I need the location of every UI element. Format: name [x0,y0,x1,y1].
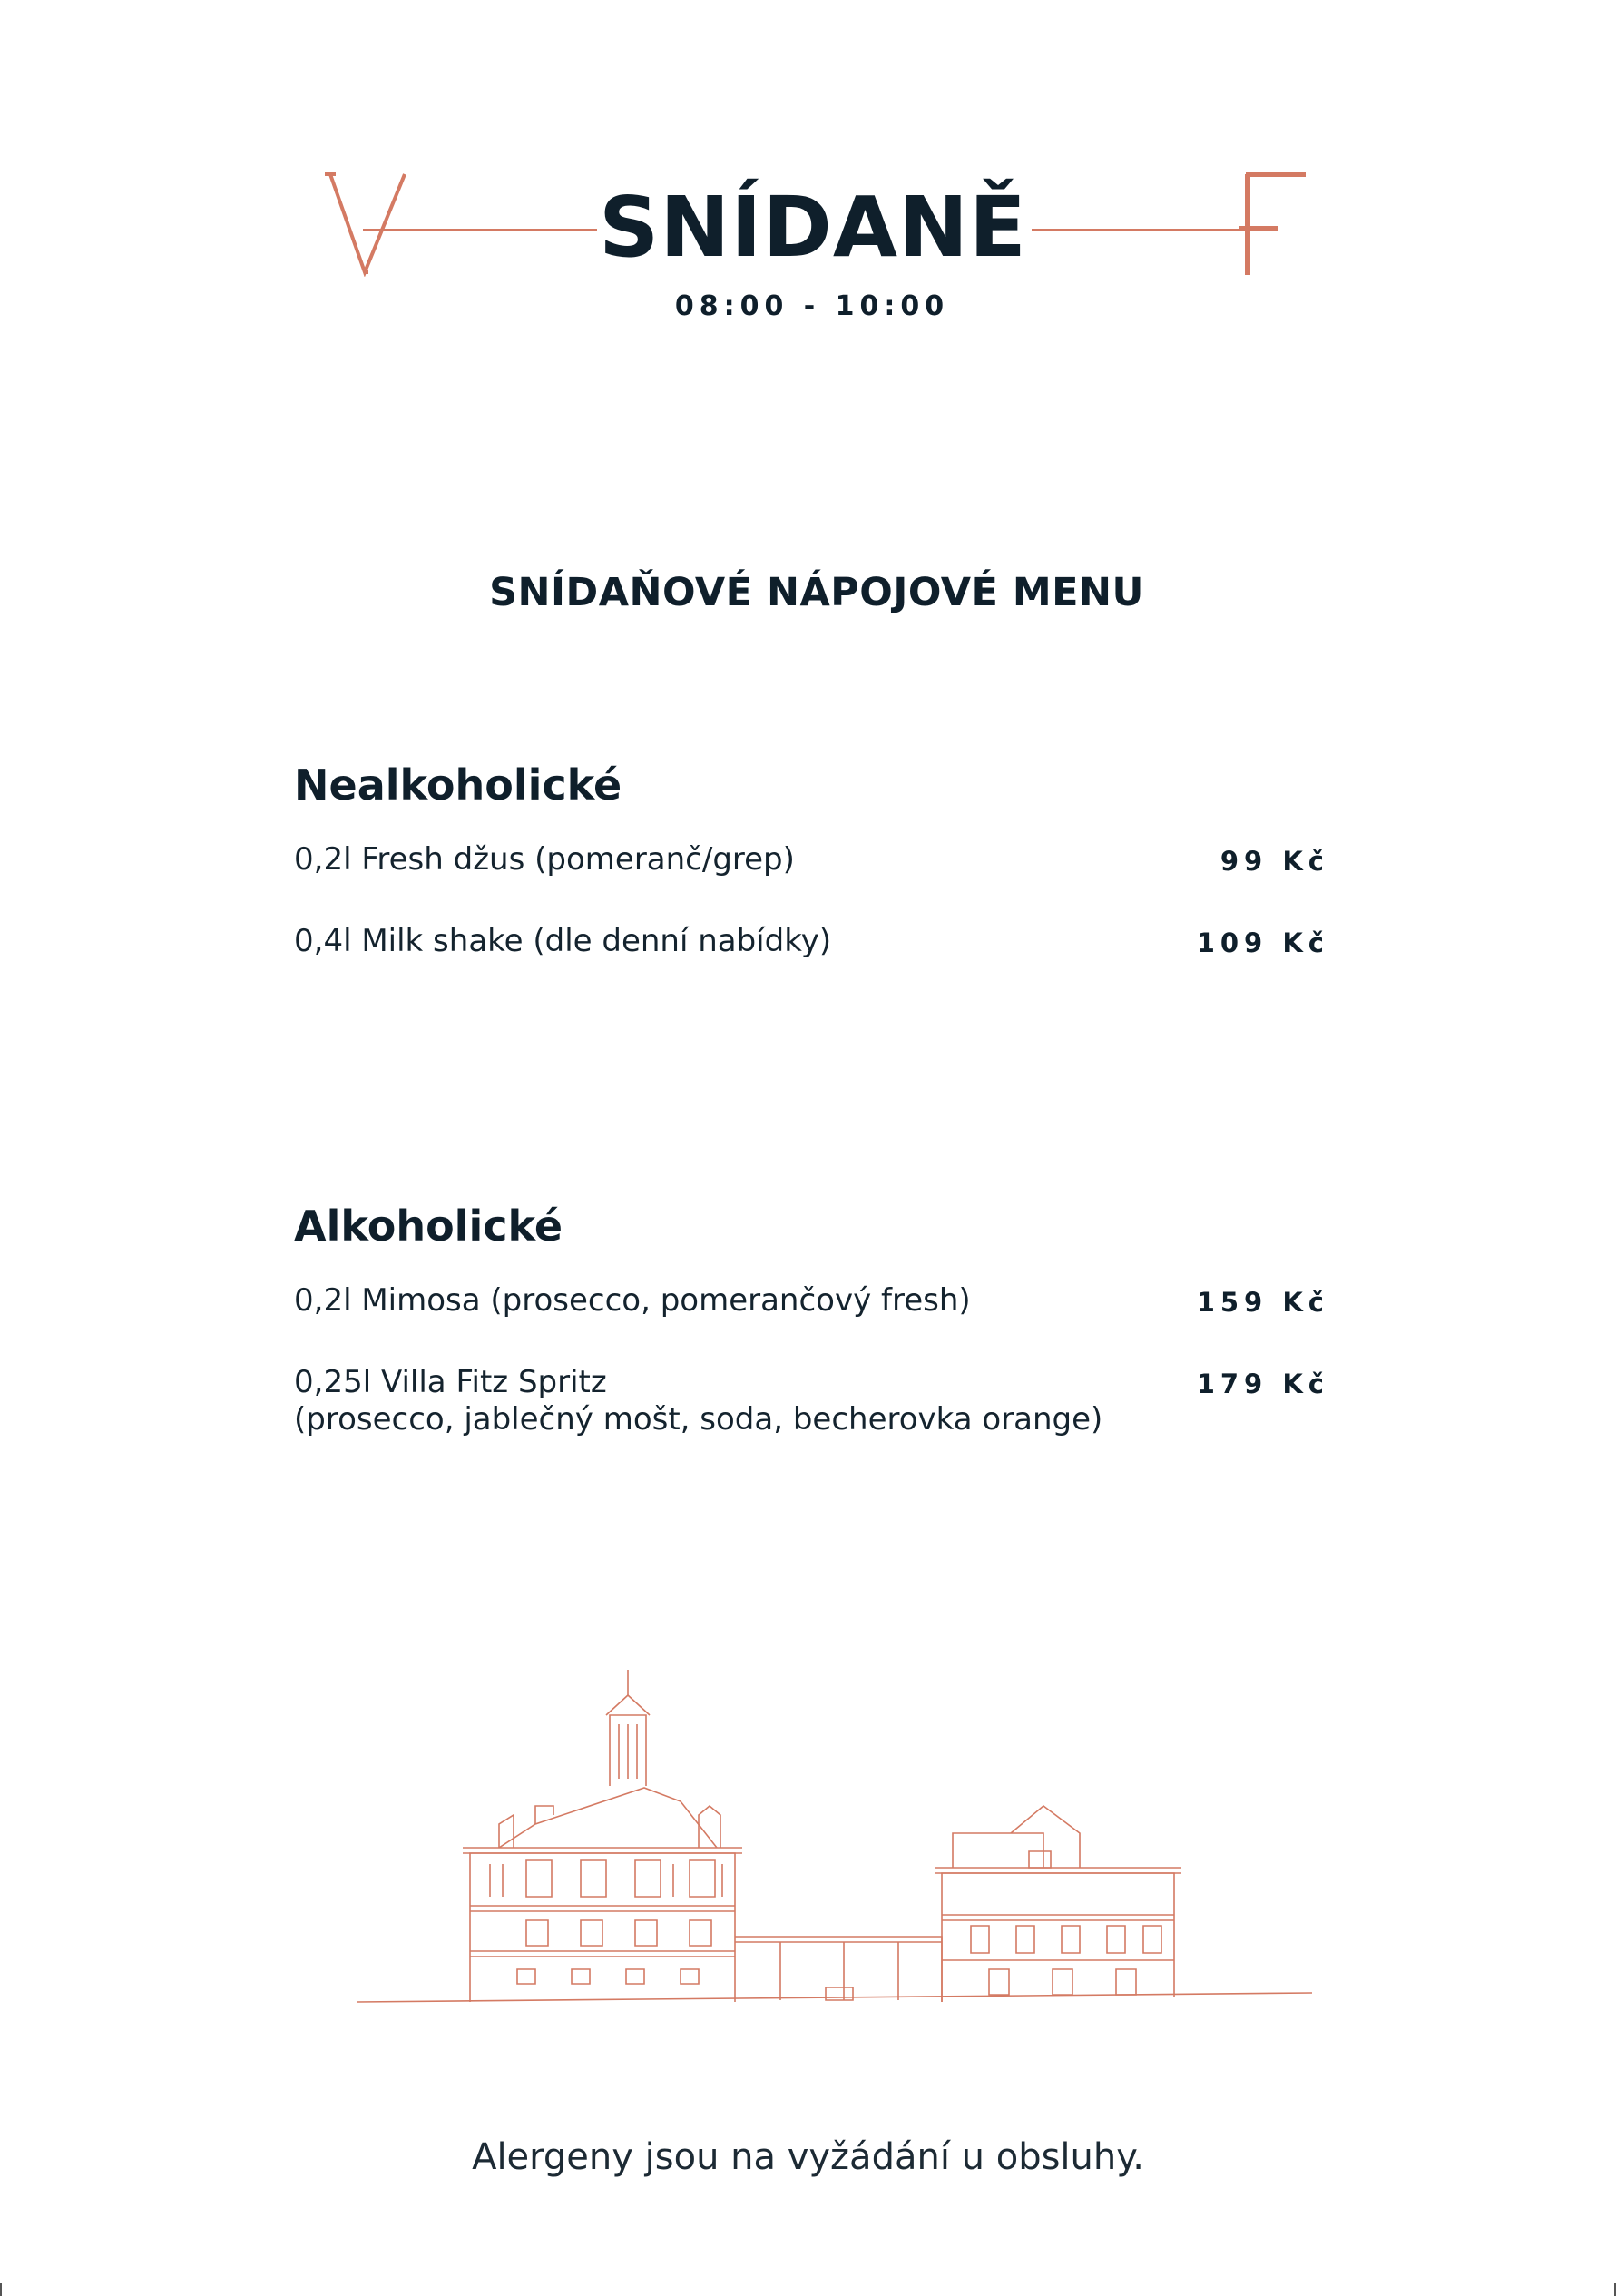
menu-item-name: 0,2l Fresh džus (pomeranč/grep) [294,841,795,878]
page-title: SNÍDANĚ [599,179,1027,276]
menu-item-price: 159 Kč [1196,1287,1329,1318]
menu-item-price: 109 Kč [1196,927,1329,958]
menu-item-price: 99 Kč [1219,846,1329,877]
header-divider-right [1032,229,1259,231]
opening-hours: 08:00 - 10:00 [674,290,950,322]
menu-item-name: 0,25l Villa Fitz Spritz [294,1364,607,1400]
menu-item-name: 0,4l Milk shake (dle denní nabídky) [294,923,832,959]
menu-item-price: 179 Kč [1196,1369,1329,1399]
section-title-alkoholicke: Alkoholické [294,1202,563,1251]
allergen-notice: Alergeny jsou na vyžádání u obsluhy. [472,2136,1144,2178]
header-divider-left [363,229,597,231]
menu-item-description: (prosecco, jablečný mošt, soda, becherovka orange) [294,1401,1103,1437]
menu-heading: SNÍDAŇOVÉ NÁPOJOVÉ MENU [489,570,1144,615]
menu-item-name: 0,2l Mimosa (prosecco, pomerančový fresh) [294,1282,971,1319]
logo-f-letter [1239,172,1307,277]
building-illustration-icon [354,1670,1316,2015]
section-title-nealkoholicke: Nealkoholické [294,760,622,809]
logo-v-letter [323,172,414,277]
crop-mark-left [0,2283,2,2296]
